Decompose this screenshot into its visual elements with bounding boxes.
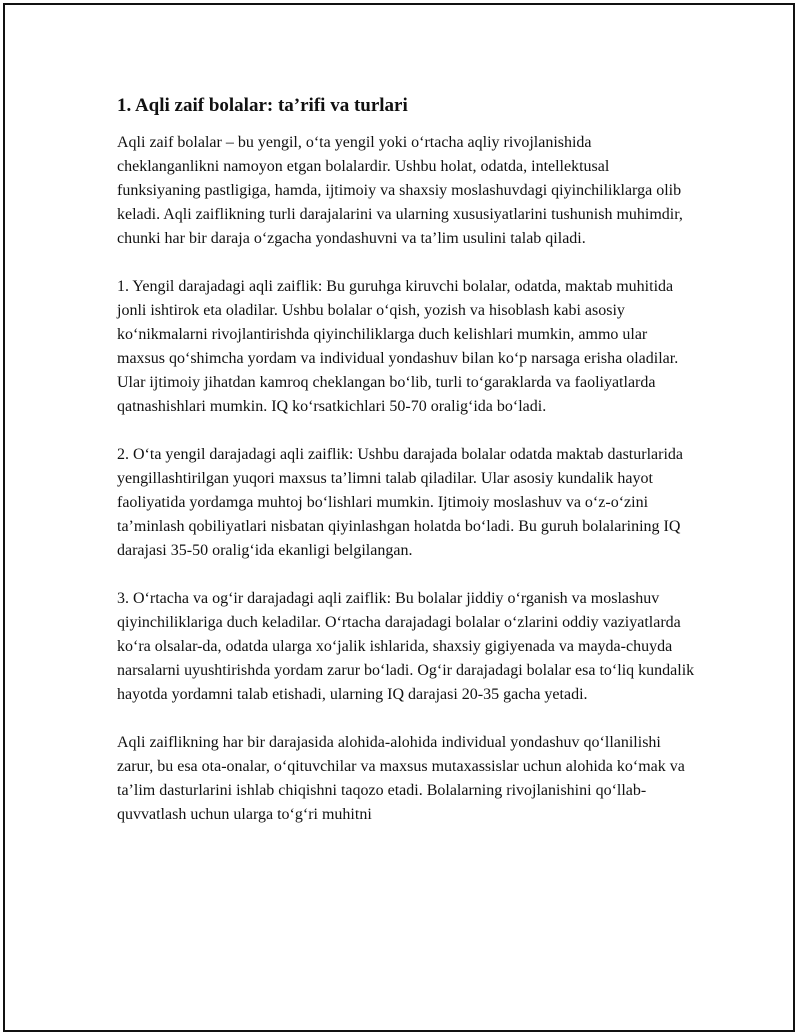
paragraph-very-mild-level: 2. O‘ta yengil darajadagi aqli zaiflik: Ushbu darajada bolalar odatda maktab dasturlarida yengillashtirilgan yuqori maxsus ta’limni talab qiladilar. Ular asosiy kundalik hayot faoliyatida yordamga muhtoj bo‘lishlari mumkin. Ijtimoiy moslashuv va o‘z-o‘zini ta’minlash qobiliyatlari nisbatan qiyinlashgan holatda bo‘ladi. Bu guruh bolalarining IQ darajasi 35-50 oralig‘ida ekanligi belgilangan. — [117, 446, 683, 559]
paragraph-mild-level: 1. Yengil darajadagi aqli zaiflik: Bu guruhga kiruvchi bolalar, odatda, maktab muhitida jonli ishtirok eta oladilar. Ushbu bolalar o‘qish, yozish va hisoblash kabi asosiy ko‘nikmalarni rivojlantirishda qiyinchiliklarga duch kelishlari mumkin, ammo ular maxsus qo‘shimcha yordam va individual yondashuv bilan ko‘p narsaga erisha oladilar. Ular ijtimoiy jihatdan kamroq cheklangan bo‘lib, turli to‘garaklarda va faoliyatlarda qatnashishlari mumkin. IQ ko‘rsatkichlari 50-70 oralig‘ida bo‘ladi. — [117, 278, 679, 415]
section-title: 1. Aqli zaif bolalar: ta’rifi va turlari — [117, 95, 408, 116]
document-body — [117, 93, 695, 851]
paragraph-conclusion: Aqli zaiflikning har bir darajasida alohida-alohida individual yondashuv qo‘llanilishi zarur, bu esa ota-onalar, o‘qituvchilar va maxsus mutaxassislar uchun alohida ko‘mak va ta’lim dasturlarini ishlab chiqishni taqozo etadi. Bolalarning rivojlanishini qo‘llab-quvvatlash uchun ularga to‘g‘ri muhitni — [117, 734, 685, 823]
paragraph-moderate-severe-level: 3. O‘rtacha va og‘ir darajadagi aqli zaiflik: Bu bolalar jiddiy o‘rganish va moslashuv qiyinchiliklariga duch keladilar. O‘rtacha darajadagi bolalar o‘zlarini oddiy vaziyatlarda ko‘ra olsalar-da, odatda ularga xo‘jalik ishlarida, shaxsiy gigiyenada va mayda-chuyda narsalarni uyushtirishda yordam zarur bo‘ladi. Og‘ir darajadagi bolalar esa to‘liq kundalik hayotda yordamni talab etishadi, ularning IQ darajasi 20-35 gacha yetadi. — [117, 590, 695, 703]
paragraph-intro: Aqli zaif bolalar – bu yengil, o‘ta yengil yoki o‘rtacha aqliy rivojlanishida cheklanganlikni namoyon etgan bolalardir. Ushbu holat, odatda, intellektusal funksiyaning pastligiga, hamda, ijtimoiy va shaxsiy moslashuvdagi qiyinchiliklarga olib keladi. Aqli zaiflikning turli darajalarini va ularning xususiyatlarini tushunish muhimdir, chunki har bir daraja o‘zgacha yondashuvni va ta’lim usulini talab qiladi. — [117, 134, 683, 247]
